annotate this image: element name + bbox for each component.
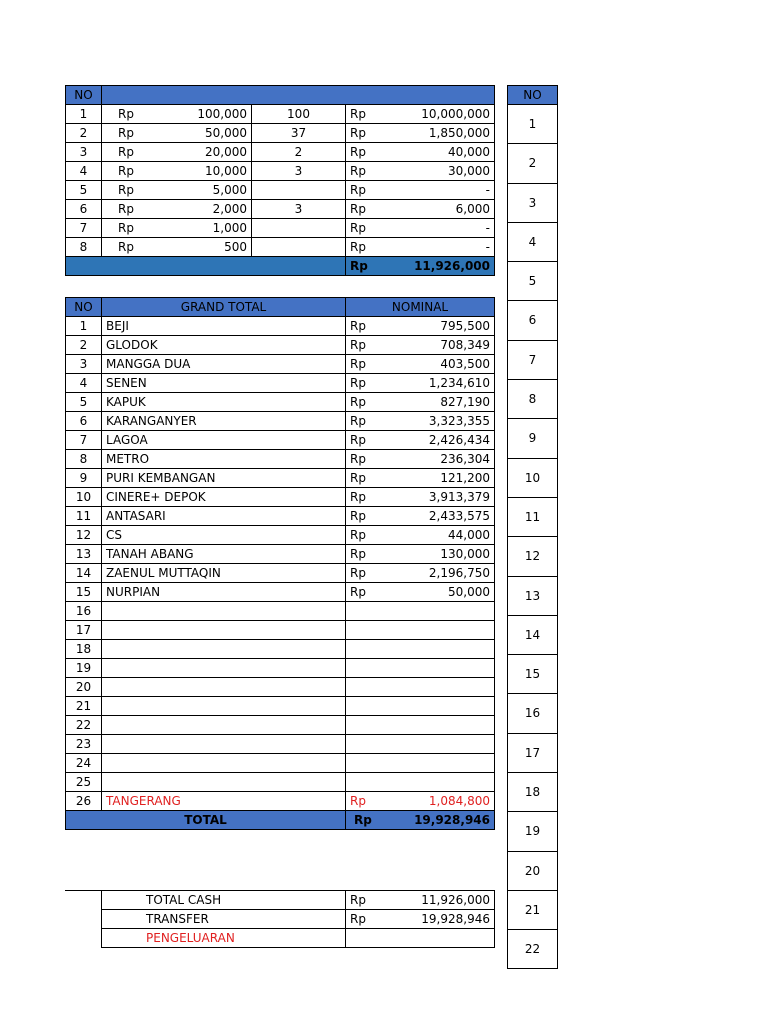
quantity: 37 — [252, 124, 346, 143]
summary-divider — [65, 890, 101, 891]
row-no: 17 — [66, 621, 102, 640]
tangerang-row — [66, 792, 495, 811]
denomination-total — [346, 238, 495, 257]
quantity: 3 — [252, 200, 346, 219]
currency-label: Rp — [350, 240, 366, 254]
table-row — [66, 374, 495, 393]
currency-label: Rp — [350, 509, 366, 523]
currency-label: Rp — [350, 794, 366, 808]
denomination-value — [102, 124, 252, 143]
summary-table — [101, 890, 495, 948]
table-row — [66, 621, 495, 640]
row-no: 12 — [66, 526, 102, 545]
row-no: 19 — [66, 659, 102, 678]
table-row — [66, 336, 495, 355]
table-row — [66, 545, 495, 564]
currency-label: Rp — [350, 319, 366, 333]
table-row — [66, 602, 495, 621]
denomination-value — [102, 200, 252, 219]
row-no: 21 — [66, 697, 102, 716]
grand-total-table — [65, 297, 495, 830]
row-no: 6 — [66, 412, 102, 431]
right-number: 1 — [508, 105, 558, 144]
currency-label: Rp — [350, 395, 366, 409]
nominal — [346, 507, 495, 526]
total-label: TOTAL — [66, 811, 346, 830]
currency-label: Rp — [350, 528, 366, 542]
branch-name: CS — [102, 526, 346, 545]
table-row — [66, 716, 495, 735]
branch-name: LAGOA — [102, 431, 346, 450]
nominal — [346, 602, 495, 621]
denomination-total — [346, 105, 495, 124]
nominal-amount: 1,084,800 — [428, 794, 490, 808]
summary-label: PENGELUARAN — [102, 929, 346, 948]
denomination-value — [102, 219, 252, 238]
right-number: 14 — [508, 615, 558, 654]
row-no: 23 — [66, 735, 102, 754]
table-row — [66, 488, 495, 507]
denomination-amount: 2,000 — [212, 202, 247, 216]
row-no: 14 — [66, 564, 102, 583]
currency-label: Rp — [350, 452, 366, 466]
right-number: 6 — [508, 301, 558, 340]
branch-name: SENEN — [102, 374, 346, 393]
nominal-amount: 827,190 — [440, 395, 490, 409]
right-number: 3 — [508, 183, 558, 222]
header-grand-total: GRAND TOTAL — [102, 298, 346, 317]
nominal — [346, 317, 495, 336]
row-no: 25 — [66, 773, 102, 792]
table-row — [66, 238, 495, 257]
row-no: 24 — [66, 754, 102, 773]
currency-label: Rp — [350, 164, 366, 178]
right-number: 11 — [508, 497, 558, 536]
currency-label: Rp — [118, 145, 134, 159]
row-no: 22 — [66, 716, 102, 735]
branch-name — [102, 678, 346, 697]
grand-header-row — [66, 298, 495, 317]
nominal-amount: 50,000 — [448, 585, 490, 599]
nominal — [346, 336, 495, 355]
total-amount: 10,000,000 — [421, 107, 490, 121]
nominal — [346, 583, 495, 602]
row-no: 5 — [66, 181, 102, 200]
total-amount: 40,000 — [448, 145, 490, 159]
nominal — [346, 355, 495, 374]
branch-name: KARANGANYER — [102, 412, 346, 431]
nominal-amount: 3,913,379 — [428, 490, 490, 504]
branch-name — [102, 659, 346, 678]
total-amount: - — [485, 221, 490, 235]
branch-name — [102, 640, 346, 659]
nominal-amount: 236,304 — [440, 452, 490, 466]
currency-label: Rp — [118, 221, 134, 235]
nominal-amount: 2,196,750 — [428, 566, 490, 580]
currency-label: Rp — [350, 585, 366, 599]
right-number: 4 — [508, 222, 558, 261]
summary-value: 19,928,946 — [421, 912, 490, 926]
table-row — [66, 507, 495, 526]
branch-name: TANAH ABANG — [102, 545, 346, 564]
right-number: 22 — [508, 930, 558, 969]
denomination-total — [346, 219, 495, 238]
branch-name — [102, 716, 346, 735]
summary-amount — [346, 891, 495, 910]
table-row — [66, 469, 495, 488]
branch-name: TANGERANG — [102, 792, 346, 811]
branch-name — [102, 697, 346, 716]
nominal — [346, 374, 495, 393]
row-no: 4 — [66, 374, 102, 393]
nominal — [346, 393, 495, 412]
table-row — [66, 105, 495, 124]
branch-name — [102, 602, 346, 621]
total-blank — [66, 257, 346, 276]
branch-name — [102, 621, 346, 640]
currency-label: Rp — [118, 126, 134, 140]
quantity: 100 — [252, 105, 346, 124]
total-amount: 6,000 — [455, 202, 490, 216]
denomination-value — [102, 181, 252, 200]
quantity: 3 — [252, 162, 346, 181]
cash-total — [346, 257, 495, 276]
header-blank — [102, 86, 495, 105]
denomination-amount: 10,000 — [205, 164, 247, 178]
nominal-amount: 1,234,610 — [428, 376, 490, 390]
right-number: 15 — [508, 655, 558, 694]
denomination-total — [346, 200, 495, 219]
total-amount: - — [485, 183, 490, 197]
denomination-table — [65, 85, 495, 276]
table-row — [66, 564, 495, 583]
right-number: 17 — [508, 733, 558, 772]
quantity — [252, 238, 346, 257]
branch-name: ANTASARI — [102, 507, 346, 526]
table-row — [66, 143, 495, 162]
right-number: 12 — [508, 537, 558, 576]
currency-label: Rp — [350, 183, 366, 197]
nominal — [346, 545, 495, 564]
nominal — [346, 735, 495, 754]
denomination-value — [102, 162, 252, 181]
currency-label: Rp — [118, 202, 134, 216]
right-number: 20 — [508, 851, 558, 890]
total-amount: - — [485, 240, 490, 254]
nominal-amount: 121,200 — [440, 471, 490, 485]
table-row — [66, 124, 495, 143]
branch-name — [102, 735, 346, 754]
currency-label: Rp — [350, 338, 366, 352]
right-number: 9 — [508, 419, 558, 458]
summary-amount — [346, 929, 495, 948]
branch-name: PURI KEMBANGAN — [102, 469, 346, 488]
nominal — [346, 773, 495, 792]
right-number: 5 — [508, 262, 558, 301]
table-row — [66, 697, 495, 716]
nominal — [346, 412, 495, 431]
row-no: 4 — [66, 162, 102, 181]
table-row — [66, 317, 495, 336]
summary-row — [102, 929, 495, 948]
row-no: 13 — [66, 545, 102, 564]
right-header-no: NO — [508, 86, 558, 105]
row-no: 26 — [66, 792, 102, 811]
table-row — [66, 735, 495, 754]
nominal — [346, 469, 495, 488]
denomination-value — [102, 143, 252, 162]
nominal-amount: 2,426,434 — [428, 433, 490, 447]
currency-label: Rp — [350, 202, 366, 216]
currency-label: Rp — [350, 566, 366, 580]
nominal-amount: 3,323,355 — [428, 414, 490, 428]
currency-label: Rp — [118, 240, 134, 254]
right-number: 21 — [508, 890, 558, 929]
nominal-amount: 2,433,575 — [428, 509, 490, 523]
right-number: 2 — [508, 144, 558, 183]
right-number: 16 — [508, 694, 558, 733]
header-no: NO — [66, 86, 102, 105]
row-no: 8 — [66, 238, 102, 257]
denomination-amount: 5,000 — [212, 183, 247, 197]
denomination-header-row — [66, 86, 495, 105]
grand-total-row — [66, 811, 495, 830]
currency-label: Rp — [118, 183, 134, 197]
table-row — [66, 200, 495, 219]
nominal — [346, 792, 495, 811]
denomination-amount: 100,000 — [197, 107, 247, 121]
nominal — [346, 621, 495, 640]
table-row — [66, 754, 495, 773]
denomination-amount: 50,000 — [205, 126, 247, 140]
summary-label: TOTAL CASH — [102, 891, 346, 910]
header-nominal: NOMINAL — [346, 298, 495, 317]
row-no: 16 — [66, 602, 102, 621]
nominal — [346, 697, 495, 716]
denomination-amount: 500 — [224, 240, 247, 254]
currency-label: Rp — [350, 357, 366, 371]
table-row — [66, 583, 495, 602]
denomination-value — [102, 238, 252, 257]
currency-label: Rp — [350, 490, 366, 504]
currency-label: Rp — [350, 414, 366, 428]
right-number: 10 — [508, 458, 558, 497]
branch-name: BEJI — [102, 317, 346, 336]
currency-label: Rp — [350, 221, 366, 235]
denomination-total — [346, 124, 495, 143]
table-row — [66, 773, 495, 792]
row-no: 7 — [66, 431, 102, 450]
branch-name: ZAENUL MUTTAQIN — [102, 564, 346, 583]
table-row — [66, 219, 495, 238]
currency-label: Rp — [350, 433, 366, 447]
row-no: 2 — [66, 124, 102, 143]
row-no: 9 — [66, 469, 102, 488]
currency-label: Rp — [350, 259, 368, 273]
table-row — [66, 355, 495, 374]
branch-name: GLODOK — [102, 336, 346, 355]
currency-label: Rp — [350, 893, 366, 907]
quantity — [252, 219, 346, 238]
table-row — [66, 526, 495, 545]
right-number-column — [507, 85, 558, 969]
row-no: 15 — [66, 583, 102, 602]
currency-label: Rp — [350, 471, 366, 485]
right-number: 8 — [508, 380, 558, 419]
nominal — [346, 526, 495, 545]
nominal — [346, 659, 495, 678]
denomination-total — [346, 162, 495, 181]
branch-name: NURPIAN — [102, 583, 346, 602]
nominal-amount: 44,000 — [448, 528, 490, 542]
table-row — [66, 393, 495, 412]
denomination-total-row — [66, 257, 495, 276]
denomination-total — [346, 143, 495, 162]
currency-label: Rp — [350, 547, 366, 561]
row-no: 11 — [66, 507, 102, 526]
currency-label: Rp — [354, 813, 372, 827]
quantity — [252, 181, 346, 200]
branch-name — [102, 773, 346, 792]
table-row — [66, 678, 495, 697]
grand-total — [346, 811, 495, 830]
row-no: 10 — [66, 488, 102, 507]
currency-label: Rp — [350, 126, 366, 140]
row-no: 1 — [66, 317, 102, 336]
branch-name: METRO — [102, 450, 346, 469]
branch-name: CINERE+ DEPOK — [102, 488, 346, 507]
denomination-amount: 20,000 — [205, 145, 247, 159]
row-no: 1 — [66, 105, 102, 124]
nominal — [346, 564, 495, 583]
table-row — [66, 450, 495, 469]
cash-total-amount: 11,926,000 — [414, 259, 490, 273]
currency-label: Rp — [350, 376, 366, 390]
nominal-amount: 795,500 — [440, 319, 490, 333]
summary-label: TRANSFER — [102, 910, 346, 929]
table-row — [66, 181, 495, 200]
nominal — [346, 640, 495, 659]
nominal — [346, 754, 495, 773]
right-number: 19 — [508, 812, 558, 851]
branch-name: KAPUK — [102, 393, 346, 412]
currency-label: Rp — [350, 912, 366, 926]
denomination-total — [346, 181, 495, 200]
summary-amount — [346, 910, 495, 929]
currency-label: Rp — [350, 145, 366, 159]
row-no: 7 — [66, 219, 102, 238]
table-row — [66, 431, 495, 450]
grand-total-amount: 19,928,946 — [414, 813, 490, 827]
row-no: 6 — [66, 200, 102, 219]
nominal — [346, 716, 495, 735]
nominal-amount: 708,349 — [440, 338, 490, 352]
table-row — [66, 659, 495, 678]
currency-label: Rp — [350, 107, 366, 121]
nominal — [346, 450, 495, 469]
nominal-amount: 403,500 — [440, 357, 490, 371]
row-no: 5 — [66, 393, 102, 412]
table-row — [66, 412, 495, 431]
row-no: 18 — [66, 640, 102, 659]
branch-name: MANGGA DUA — [102, 355, 346, 374]
summary-value: 11,926,000 — [421, 893, 490, 907]
row-no: 3 — [66, 355, 102, 374]
currency-label: Rp — [118, 164, 134, 178]
branch-name — [102, 754, 346, 773]
nominal — [346, 488, 495, 507]
table-row — [66, 162, 495, 181]
denomination-amount: 1,000 — [212, 221, 247, 235]
nominal — [346, 678, 495, 697]
denomination-value — [102, 105, 252, 124]
header-no: NO — [66, 298, 102, 317]
right-number: 7 — [508, 340, 558, 379]
row-no: 2 — [66, 336, 102, 355]
total-amount: 1,850,000 — [428, 126, 490, 140]
nominal — [346, 431, 495, 450]
row-no: 20 — [66, 678, 102, 697]
nominal-amount: 130,000 — [440, 547, 490, 561]
currency-label: Rp — [118, 107, 134, 121]
quantity: 2 — [252, 143, 346, 162]
row-no: 3 — [66, 143, 102, 162]
total-amount: 30,000 — [448, 164, 490, 178]
table-row — [66, 640, 495, 659]
summary-row — [102, 891, 495, 910]
summary-row — [102, 910, 495, 929]
row-no: 8 — [66, 450, 102, 469]
right-number: 13 — [508, 576, 558, 615]
right-number: 18 — [508, 773, 558, 812]
